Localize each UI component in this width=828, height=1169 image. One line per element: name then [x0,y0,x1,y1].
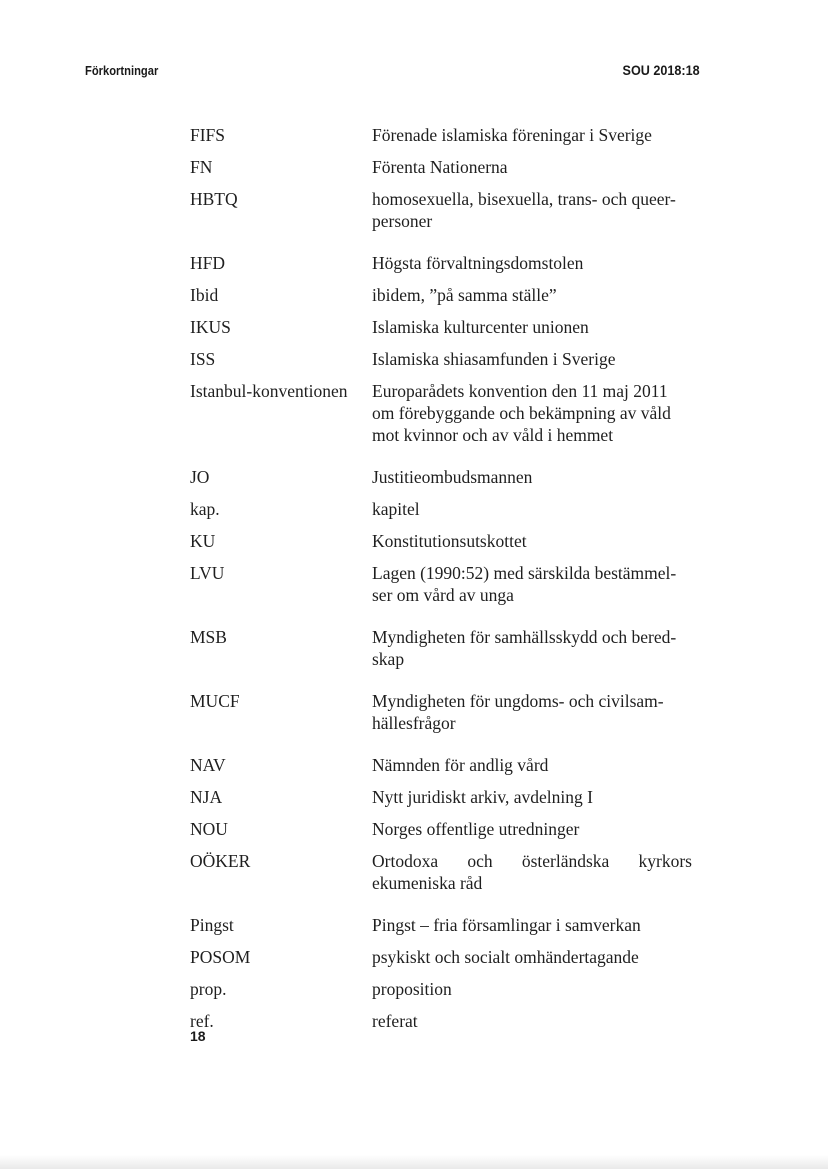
page-number: 18 [190,1028,206,1044]
running-header-section-title: Förkortningar [85,63,159,78]
abbreviation-term: NOU [190,819,228,839]
abbreviation-entry [190,818,692,840]
abbreviation-definition: Högsta förvaltningsdomstolen [372,253,584,273]
abbreviation-entry [190,626,692,670]
abbreviation-definition: Lagen (1990:52) med särskilda bestämmel-ser om vård av unga [372,563,677,605]
abbreviation-term: ISS [190,349,216,369]
abbreviation-term: IKUS [190,317,231,337]
abbreviation-definition: Islamiska kulturcenter unionen [372,317,589,337]
abbreviation-entry [190,530,692,552]
abbreviation-definition: psykiskt och socialt omhändertagande [372,947,639,967]
abbreviation-definition: kapitel [372,499,420,519]
abbreviation-definition: Europarådets konvention den 11 maj 2011 om förebyggande och bekämpning av våld mot kvinnor och av våld i hemmet [372,381,671,445]
abbreviation-entry [190,914,692,936]
abbreviation-definition: Norges offentlige utredninger [372,819,580,839]
abbreviation-definition: proposition [372,979,452,999]
abbreviation-definition: Myndigheten för ungdoms- och civilsam-hällesfrågor [372,691,664,733]
abbreviation-term: FN [190,157,213,177]
abbreviation-definition: Nämnden för andlig vård [372,755,549,775]
abbreviation-term: HBTQ [190,189,238,209]
abbreviation-term: kap. [190,499,220,519]
running-header-report-id: SOU 2018:18 [622,62,700,78]
abbreviation-term: KU [190,531,216,551]
abbreviation-term: MSB [190,627,227,647]
abbreviation-entry [190,252,692,274]
abbreviation-term: NAV [190,755,226,775]
abbreviation-definition: homosexuella, bisexuella, trans- och queer-personer [372,189,676,231]
abbreviation-term: NJA [190,787,223,807]
abbreviation-entry [190,466,692,488]
abbreviation-term: OÖKER [190,851,251,871]
abbreviation-definition: Myndigheten för samhällsskydd och bered-skap [372,627,677,669]
abbreviation-term: Istanbul-konventionen [190,381,348,401]
abbreviation-definition: Nytt juridiskt arkiv, avdelning I [372,787,593,807]
abbreviation-entry [190,690,692,734]
abbreviation-definition: referat [372,1011,418,1031]
abbreviation-entry [190,498,692,520]
abbreviation-term: ref. [190,1011,214,1031]
abbreviation-entry [190,380,692,446]
abbreviation-entry [190,946,692,968]
abbreviation-entry [190,1010,692,1032]
abbreviation-definition: Ortodoxa och österländska kyrkors ekumeniska råd [372,851,692,893]
abbreviation-definition: Förenta Nationerna [372,157,508,177]
abbreviation-term: MUCF [190,691,240,711]
abbreviation-term: LVU [190,563,225,583]
abbreviation-definition: Förenade islamiska föreningar i Sverige [372,125,652,145]
abbreviation-definition: ibidem, ”på samma ställe” [372,285,557,305]
abbreviation-entry [190,562,692,606]
abbreviation-entry [190,850,692,894]
abbreviation-term: Ibid [190,285,219,305]
abbreviation-definition: Konstitutionsutskottet [372,531,527,551]
scan-edge [0,1155,828,1169]
abbreviation-term: POSOM [190,947,251,967]
abbreviation-entry [190,786,692,808]
abbreviation-definition: Islamiska shiasamfunden i Sverige [372,349,616,369]
abbreviation-term: Pingst [190,915,234,935]
abbreviation-entry [190,754,692,776]
abbreviation-term: prop. [190,979,227,999]
abbreviation-term: FIFS [190,125,226,145]
abbreviation-entry [190,188,692,232]
abbreviation-entry [190,348,692,370]
abbreviation-entry [190,284,692,306]
abbreviation-entry [190,156,692,178]
abbreviation-definition: Pingst – fria församlingar i samverkan [372,915,641,935]
abbreviation-definition: Justitieombudsmannen [372,467,533,487]
abbreviation-list [190,124,692,1042]
abbreviation-entry [190,978,692,1000]
abbreviation-entry [190,316,692,338]
abbreviation-term: HFD [190,253,226,273]
abbreviation-term: JO [190,467,210,487]
abbreviation-entry [190,124,692,146]
